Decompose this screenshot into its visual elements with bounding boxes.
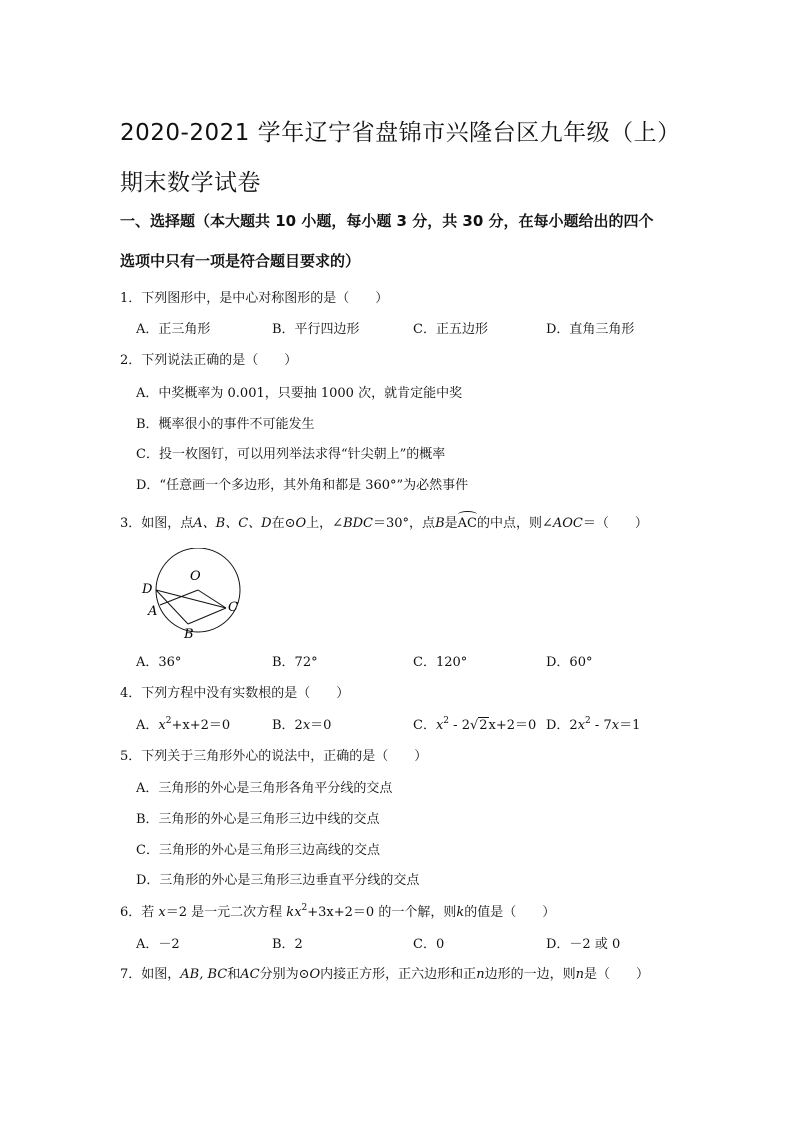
circle-geometry-figure (136, 548, 256, 648)
q3-option-b: B．72° (272, 655, 318, 670)
question-6-stem: 6．若 x＝2 是一元二次方程 $kx^2+3x+2=0$ 的一个解，则k的值是（ ） (120, 903, 556, 920)
segment-db (156, 590, 188, 624)
label-b: B (184, 627, 194, 642)
q6-option-a: A．－2 (136, 937, 180, 952)
arc-ac: AC (457, 516, 477, 531)
exam-title-line2: 期末数学试卷 (120, 170, 261, 196)
q5-option-b: B．三角形的外心是三角形三边中线的交点 (136, 812, 380, 827)
q5-option-c: C．三角形的外心是三角形三边高线的交点 (136, 843, 380, 858)
label-a: A (148, 604, 158, 619)
q6-option-c: C．0 (413, 937, 445, 952)
q3-option-d: D．60° (546, 655, 593, 670)
question-3-stem: 3．如图，点A、B、C、D在⊙O上，∠BDC＝30°，点B是AC的中点，则∠AOC＝（ ） (120, 516, 648, 531)
label-o: O (190, 569, 201, 584)
q3-option-a: A．36° (136, 655, 182, 670)
sqrt-two: 2 (479, 718, 488, 733)
q6-option-b: B．2 (272, 937, 303, 952)
q2-option-c: C．投一枚图钉，可以用列举法求得“针尖朝上”的概率 (136, 447, 446, 462)
q2-option-a: A．中奖概率为 0.001，只要抽 1000 次，就肯定能中奖 (136, 386, 463, 401)
question-7-stem: 7．如图，AB, BC和AC分别为⊙O内接正方形，正六边形和正n边形的一边，则n是（ ） (120, 967, 649, 982)
q2-option-d: D．“任意画一个多边形，其外角和都是 360°”为必然事件 (136, 478, 469, 493)
q5-option-d: D．三角形的外心是三角形三边垂直平分线的交点 (136, 873, 420, 888)
q1-option-b: B．平行四边形 (272, 322, 360, 337)
question-1-stem: 1．下列图形中，是中心对称图形的是（ ） (120, 291, 389, 306)
q4-option-d: D．$2x^2 - 7x=1$ (546, 716, 641, 733)
label-d: D (142, 582, 153, 597)
q6-option-d: D．－2 或 0 (546, 937, 621, 952)
q2-option-b: B．概率很小的事件不可能发生 (136, 417, 315, 432)
q4-option-b: B．2x＝0 (272, 718, 332, 733)
q1-option-a: A．正三角形 (136, 322, 211, 337)
question-5-stem: 5．下列关于三角形外心的说法中，正确的是（ ） (120, 749, 428, 764)
q1-option-c: C．正五边形 (413, 322, 488, 337)
q3-option-c: C．120° (413, 655, 468, 670)
q4-option-c: C．$x^2 - 2√2x+2=0$ (413, 716, 537, 733)
segment-bc (188, 608, 226, 624)
q3-points: A、B、C、D (193, 516, 272, 531)
section-heading-line2: 选项中只有一项是符合题目要求的） (120, 252, 361, 270)
exam-title-line1: 2020-2021 学年辽宁省盘锦市兴隆台区九年级（上） (120, 120, 681, 146)
segment-oc (198, 590, 226, 608)
q4-option-a: A．$x^2+x+2=0$ (136, 716, 231, 733)
q1-option-d: D．直角三角形 (546, 322, 635, 337)
label-c: C (228, 600, 238, 615)
question-2-stem: 2．下列说法正确的是（ ） (120, 353, 298, 368)
question-4-stem: 4．下列方程中没有实数根的是（ ） (120, 686, 350, 701)
q5-option-a: A．三角形的外心是三角形各角平分线的交点 (136, 781, 393, 796)
section-heading-line1: 一、选择题（本大题共 10 小题，每小题 3 分，共 30 分，在每小题给出的四个 (120, 212, 654, 230)
